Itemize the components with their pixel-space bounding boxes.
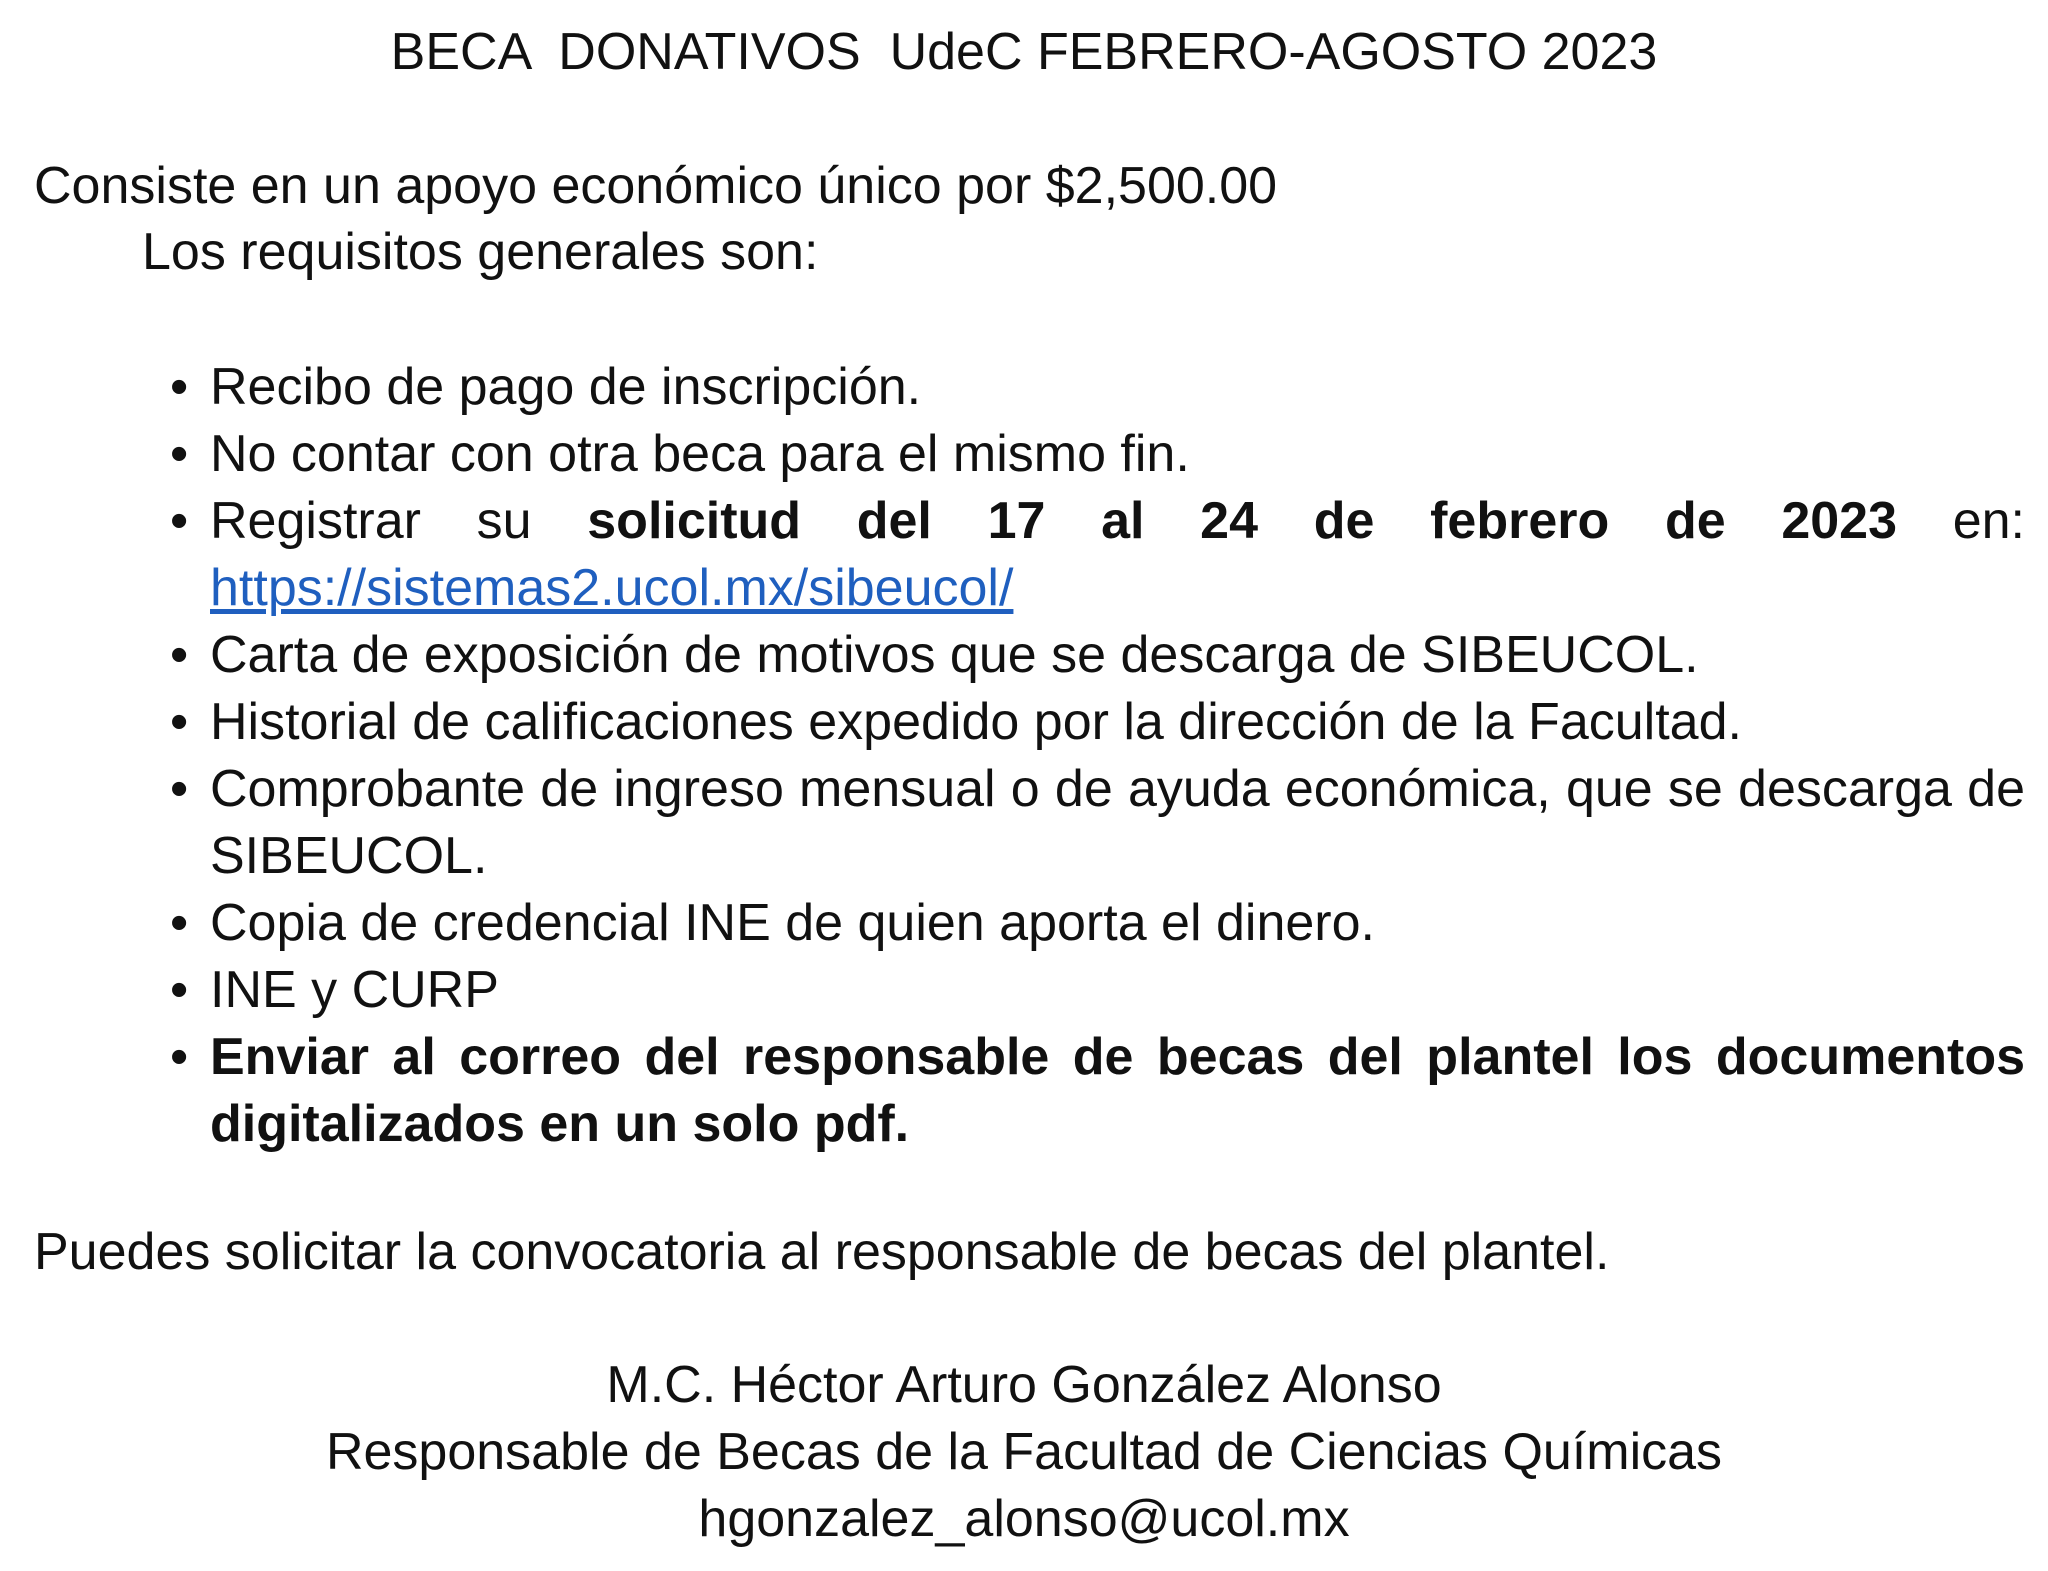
requirement-item-send-documents (170, 1024, 2025, 1158)
bullet-icon: • (170, 693, 189, 751)
requirement-item (170, 756, 2025, 890)
requirement-suffix: en: (1897, 492, 2025, 550)
requirement-item (170, 689, 2025, 756)
requirement-item (170, 622, 2025, 689)
sibeucol-link[interactable]: https://sistemas2.ucol.mx/sibeucol/ (210, 559, 1014, 617)
requirement-text-bold: Enviar al correo del responsable de becas del plantel los documentos digitalizados en un solo pdf. (210, 1028, 2025, 1153)
requirements-list (0, 354, 2048, 1158)
signature-name: M.C. Héctor Arturo González Alonso (606, 1356, 1442, 1414)
bullet-icon: • (170, 894, 189, 952)
requirement-text: Comprobante de ingreso mensual o de ayuda económica, que se descarga de SIBEUCOL. (210, 760, 2025, 885)
bullet-icon: • (170, 626, 189, 684)
bullet-icon: • (170, 961, 189, 1019)
bullet-icon: • (170, 358, 189, 416)
requirement-text: Historial de calificaciones expedido por la dirección de la Facultad. (210, 693, 1742, 751)
requirements-heading: Los requisitos generales son: (142, 223, 819, 281)
signature-block (0, 1352, 2048, 1553)
signature-email: hgonzalez_alonso@ucol.mx (698, 1490, 1350, 1548)
bullet-icon: • (170, 492, 189, 550)
signature-position: Responsable de Becas de la Facultad de Ciencias Químicas (325, 1423, 1723, 1481)
registration-dates: solicitud del 17 al 24 de febrero de 2023 (587, 492, 1898, 550)
requirement-text: Copia de credencial INE de quien aporta el dinero. (210, 894, 1375, 952)
requirement-item (170, 890, 2025, 957)
requirement-text: Carta de exposición de motivos que se descarga de SIBEUCOL. (210, 626, 1699, 684)
bullet-icon: • (170, 1028, 189, 1086)
bullet-icon: • (170, 760, 189, 818)
requirement-item (170, 421, 2025, 488)
requirement-text: INE y CURP (210, 961, 499, 1019)
bullet-icon: • (170, 425, 189, 483)
requirement-text: Recibo de pago de inscripción. (210, 358, 922, 416)
requirement-text: No contar con otra beca para el mismo fin. (210, 425, 1190, 483)
closing-text: Puedes solicitar la convocatoria al responsable de becas del plantel. (34, 1223, 1610, 1281)
requirement-prefix: Registrar su (210, 492, 588, 550)
document-title: BECA DONATIVOS UdeC FEBRERO-AGOSTO 2023 (390, 23, 1658, 81)
intro-text: Consiste en un apoyo económico único por $2,500.00 (34, 157, 1278, 215)
requirement-item (170, 354, 2025, 421)
requirement-item-registration (170, 488, 2025, 622)
requirement-item (170, 957, 2025, 1024)
